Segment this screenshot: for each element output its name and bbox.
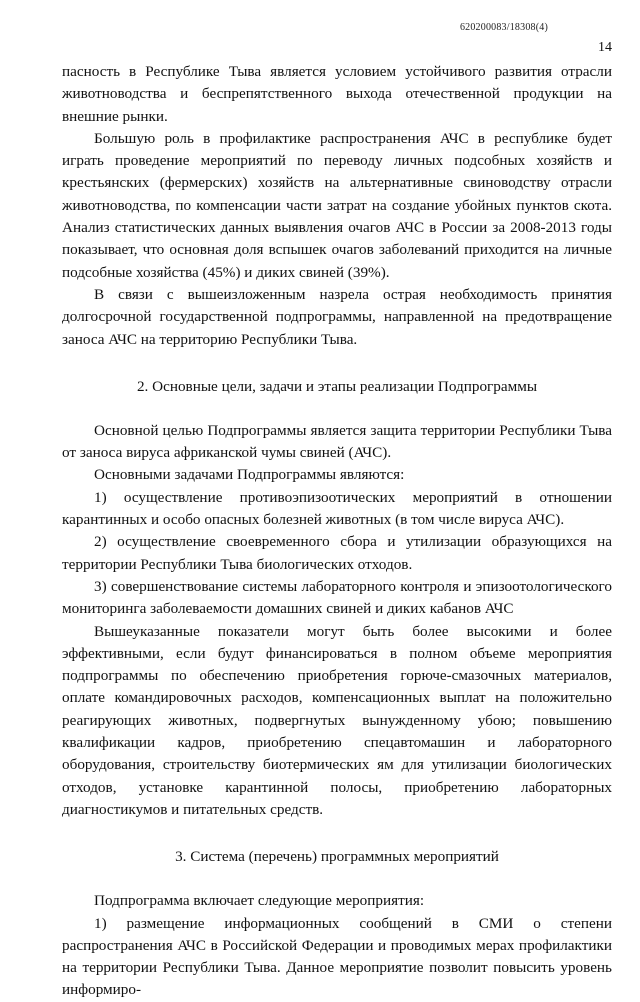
- paragraph: Основными задачами Подпрограммы являются:: [94, 466, 405, 484]
- paragraph: Подпрограмма включает следующие мероприятия:: [94, 892, 425, 910]
- list-item: 2) осуществление своевременного сбора и утилизации образующихся на территории Республики Тыва биологических отходов.: [62, 533, 612, 573]
- page-number: 14: [598, 40, 612, 55]
- list-item: 1) осуществление противоэпизоотических мероприятий в отношении карантинных и особо опасных болезней животных (в том числе вируса АЧС).: [62, 488, 612, 529]
- section-heading: 3. Система (перечень) программных мероприятий: [175, 848, 499, 866]
- list-item: 3) совершенствование системы лабораторного контроля и эпизоотологического мониторинга заболеваемости домашних свиней и диких кабанов АЧС: [62, 577, 612, 618]
- paragraph: пасность в Республике Тыва является условием устойчивого развития отрасли животноводства и беспрепятственного выхода отечественной продукции на внешние рынки.: [62, 63, 612, 125]
- paragraph: В связи с вышеизложенным назрела острая необходимость принятия долгосрочной государственной подпрограммы, направленной на предотвращение заноса АЧС на территорию Республики Тыва.: [62, 285, 612, 348]
- document-id: 620200083/18308(4): [459, 22, 548, 33]
- paragraph: Вышеуказанные показатели могут быть более высокими и более эффективными, если будут финансироваться в полном объеме мероприятия подпрограммы по обеспечению приобретения горюче-смазочных материалов, оплате командировочных расходов, компенсационных выплат на положительно реагирующих животных, подвергнутых вынужденному убою; повышению квалификации кадров, приобретению спецавтомашин и лабораторного оборудования, строительству биотермических ям для утилизации биологических отходов, установке карантинной полосы, приобретению лабораторных диагностикумов и питательных средств.: [62, 622, 612, 818]
- paragraph: Большую роль в профилактике распространения АЧС в республике будет играть проведение мероприятий по переводу личных подсобных хозяйств и крестьянских (фермерских) хозяйств на альтернативные свиноводству отрасли животноводства, по компенсации части затрат на создание убойных пунктов скота. Анализ статистических данных выявления очагов АЧС в России за 2008-2013 годы показывает, что основная доля вспышек очагов заболеваний приходится на личные подсобные хозяйства (45%) и диких свиней (39%).: [62, 129, 612, 281]
- list-item: 1) размещение информационных сообщений в СМИ о степени распространения АЧС в Российской Федерации и проводимых мерах профилактики на территории Республики Тыва. Данное мероприятие позволит повысить уровень информиро-: [62, 914, 612, 999]
- section-heading: 2. Основные цели, задачи и этапы реализации Подпрограммы: [136, 377, 538, 395]
- paragraph: Основной целью Подпрограммы является защита территории Республики Тыва от заноса вируса африканской чумы свиней (АЧС).: [62, 421, 612, 462]
- document-body: [62, 61, 612, 1002]
